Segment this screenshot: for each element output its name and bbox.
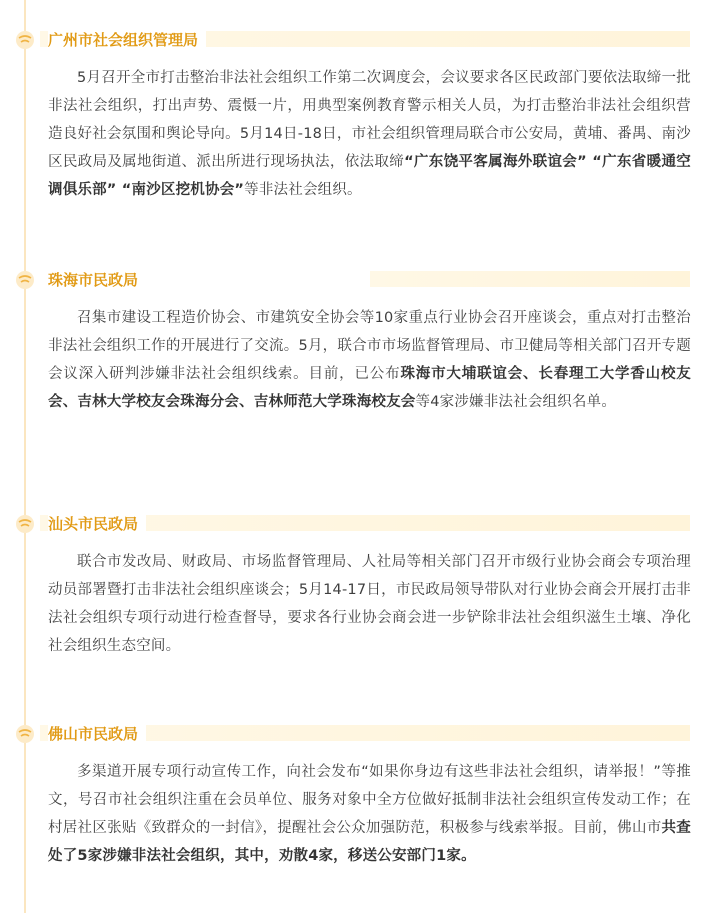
timeline-marker-icon (15, 270, 35, 290)
section-title: 广州市社会组织管理局 (48, 28, 206, 52)
section-paragraph (48, 758, 691, 870)
paragraph-text: 多渠道开展专项行动宣传工作，向社会发布“如果你身边有这些非法社会组织，请举报！”等推文，号召市社会组织注重在会员单位、服务对象中全方位做好抵制非法社会组织宣传发动工作；在村居社区张贴《致群众的一封信》，提醒社会公众加强防范，积极参与线索举报。目前，佛山市 (48, 764, 691, 836)
paragraph-bold-text: 共查处了5家涉嫌非法社会组织，其中，劝散4家，移送公安部门1家。 (48, 820, 691, 864)
section-zhuhai (0, 268, 721, 416)
timeline-marker-icon (15, 724, 35, 744)
section-title: 珠海市民政局 (48, 268, 146, 292)
section-foshan (0, 722, 721, 870)
paragraph-text: 5月召开全市打击整治非法社会组织工作第二次调度会，会议要求各区民政部门要依法取缔一批非法社会组织，打出声势、震慑一片，用典型案例教育警示相关人员，为打击整治非法社会组织营造良好社会氛围和舆论导向。5月14日-18日，市社会组织管理局联合市公安局，黄埔、番禺、南沙区民政局及属地街道、派出所进行现场执法，依法取缔 (48, 70, 691, 170)
section-header (0, 28, 721, 52)
section-paragraph (48, 548, 691, 660)
title-band (370, 271, 690, 287)
section-paragraph (48, 64, 691, 204)
timeline-marker-icon (15, 30, 35, 50)
section-header (0, 722, 721, 746)
paragraph-bold-text: “广东饶平客属海外联谊会” “广东省暖通空调俱乐部” “南沙区挖机协会” (48, 154, 691, 198)
paragraph-text: 等4家涉嫌非法社会组织名单。 (415, 394, 617, 410)
section-header (0, 512, 721, 536)
section-title: 汕头市民政局 (48, 512, 146, 536)
section-header (0, 268, 721, 292)
timeline-marker-icon (15, 514, 35, 534)
section-guangzhou (0, 28, 721, 204)
paragraph-bold-text: 珠海市大埔联谊会、长春理工大学香山校友会、吉林大学校友会珠海分会、吉林师范大学珠海校友会 (48, 366, 691, 410)
section-shantou (0, 512, 721, 660)
paragraph-text: 召集市建设工程造价协会、市建筑安全协会等10家重点行业协会召开座谈会，重点对打击整治非法社会组织工作的开展进行了交流。5月，联合市市场监督管理局、市卫健局等相关部门召开专题会议深入研判涉嫌非法社会组织线索。目前，已公布 (48, 310, 691, 382)
paragraph-text: 联合市发改局、财政局、市场监督管理局、人社局等相关部门召开市级行业协会商会专项治理动员部署暨打击非法社会组织座谈会；5月14-17日，市民政局领导带队对行业协会商会开展打击非法社会组织专项行动进行检查督导，要求各行业协会商会进一步铲除非法社会组织滋生土壤、净化社会组织生态空间。 (48, 554, 691, 654)
paragraph-text: 等非法社会组织。 (244, 182, 362, 198)
section-title: 佛山市民政局 (48, 722, 146, 746)
section-paragraph (48, 304, 691, 416)
